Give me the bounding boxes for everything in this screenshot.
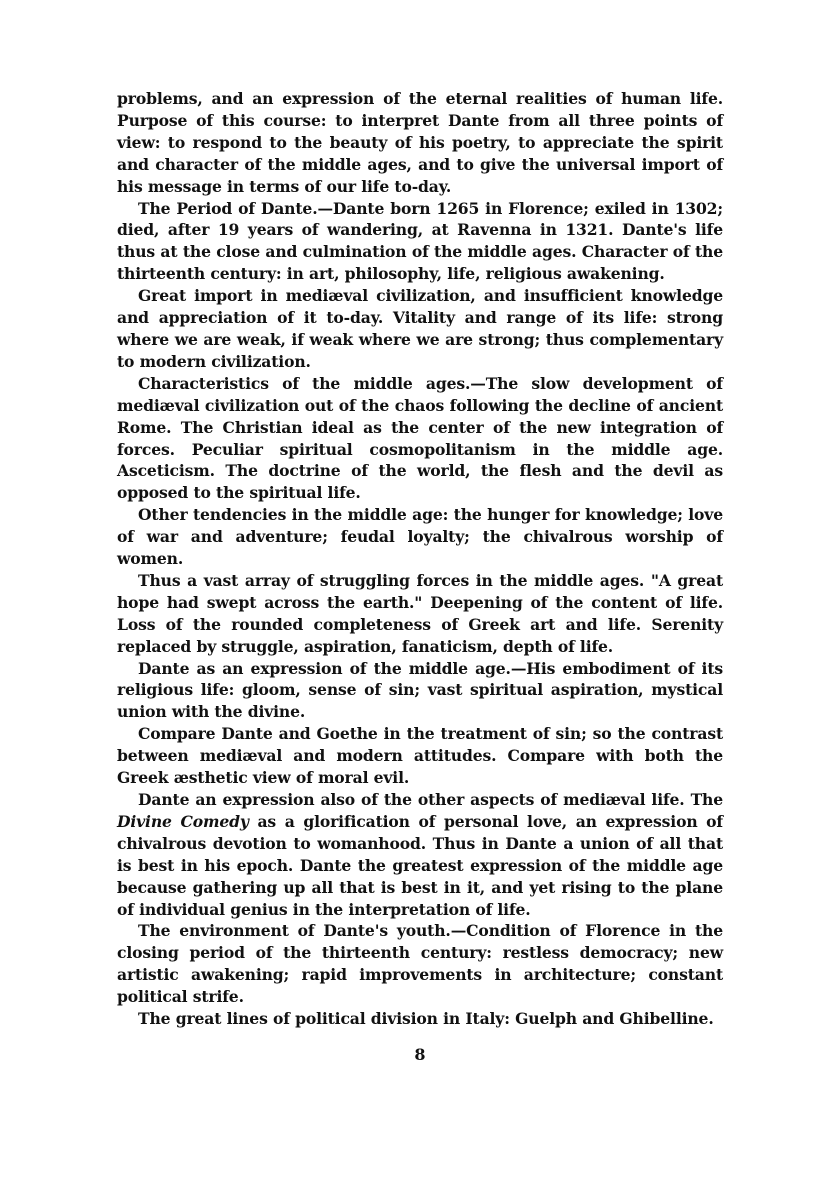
paragraph-purpose: problems, and an expression of the eternal realities of human life. Purpose of this course: to interpret Dante from all three points of view: to respond to the beauty of his poetry, to appreciate the spirit and character of the middle ages, and to give the universal import of his message in terms of our life to-day. <box>117 89 723 196</box>
paragraph-characteristics: Characteristics of the middle ages.—The slow development of mediæval civilization out of the chaos following the decline of ancient Rome. The Christian ideal as the center of the new integration of forces. Peculiar spiritual cosmopolitanism in the middle age. Asceticism. The doctrine of the world, the flesh and the devil as opposed to the spiritual life. <box>117 373 723 503</box>
divine-comedy-after: as a glorification of personal love, an expression of chivalrous devotion to womanhood. Thus in Dante a union of all that is best in his epoch. Dante the greatest expression of the middle age because gathering up all that is best in it, and yet rising to the plane of individual genius in the interpretation of life. <box>117 811 723 919</box>
page-body <box>117 88 723 1030</box>
paragraph-dante-expression: Dante as an expression of the middle age.—His embodiment of its religious life: gloom, sense of sin; vast spiritual aspiration, mystical union with the divine. <box>117 658 723 722</box>
paragraph-period-of-dante: The Period of Dante.—Dante born 1265 in Florence; exiled in 1302; died, after 19 years of wandering, at Ravenna in 1321. Dante's life thus at the close and culmination of the middle ages. Character of the thirteenth century: in art, philosophy, life, religious awakening. <box>117 198 723 284</box>
page-number: 8 <box>414 1045 426 1064</box>
divine-comedy-title: Divine Comedy <box>117 811 249 831</box>
paragraph-dante-goethe: Compare Dante and Goethe in the treatment of sin; so the contrast between mediæval and modern attitudes. Compare with both the Greek æsthetic view of moral evil. <box>117 724 723 788</box>
divine-comedy-before: Dante an expression also of the other aspects of mediæval life. The <box>138 790 723 809</box>
paragraph-environment: The environment of Dante's youth.—Condition of Florence in the closing period of the thirteenth century: restless democracy; new artistic awakening; rapid improvements in architecture; constant political strife. <box>117 921 723 1007</box>
paragraph-political-division: The great lines of political division in Italy: Guelph and Ghibelline. <box>138 1009 714 1029</box>
paragraph-struggling-forces: Thus a vast array of struggling forces in the middle ages. "A great hope had swept across the earth." Deepening of the content of life. Loss of the rounded completeness of Greek art and life. Serenity replaced by struggle, aspiration, fanaticism, depth of life. <box>117 570 723 656</box>
paragraph-divine-comedy <box>117 789 723 920</box>
paragraph-mediaeval-import: Great import in mediæval civilization, and insufficient knowledge and appreciation of it to-day. Vitality and range of its life: strong where we are weak, if weak where we are strong; thus complementary to modern civilization. <box>117 286 723 371</box>
paragraph-other-tendencies: Other tendencies in the middle age: the hunger for knowledge; love of war and adventure; feudal loyalty; the chivalrous worship of women. <box>117 505 723 569</box>
